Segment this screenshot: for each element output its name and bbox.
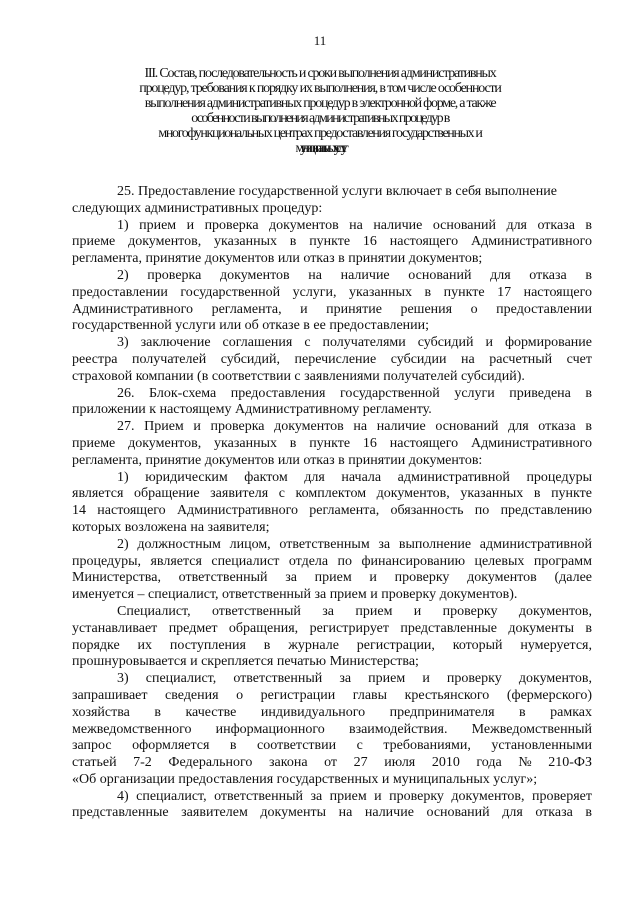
text-line [0, 805, 640, 822]
text-line [0, 470, 640, 487]
text-line-content: реестра получателей субсидий, перечисление субсидии на расчетный счет [72, 351, 592, 367]
text-line-content: межведомственного информационного взаимодействия. Межведомственный [72, 721, 592, 737]
text-line-content: 25. Предоставление государственной услуги включает в себя выполнение [117, 184, 557, 199]
text-line [0, 722, 640, 739]
text-line [0, 554, 640, 571]
text-line [0, 386, 640, 403]
text-line [0, 537, 640, 554]
text-line-content: следующих административных процедур: [72, 200, 323, 216]
text-line-content: статьей 7-2 Федерального закона от 27 июля 2010 года № 210-ФЗ [72, 755, 592, 771]
text-line [0, 285, 640, 302]
text-line-content: является обращение заявителя с комплектом документов, указанных в пункте [72, 486, 592, 502]
text-line-content: 1) прием и проверка документов на наличие оснований для отказа в [117, 217, 592, 233]
text-line [0, 436, 640, 453]
text-line-content: представленные заявителем документы на наличие оснований для отказа в [72, 805, 592, 821]
text-line [0, 419, 640, 436]
section-heading [0, 66, 640, 156]
text-line [0, 638, 640, 655]
text-line-content: предоставлении государственной услуги, указанных в пункте 17 настоящего [72, 284, 592, 300]
heading-line: выполнения административных процедур в электронной форме, а также [144, 96, 496, 111]
body-text [0, 184, 640, 822]
text-line-content: именуется – специалист, ответственный за прием и проверку документов). [72, 587, 518, 603]
text-line [0, 302, 640, 319]
text-line-content: устанавливает предмет обращения, регистрирует представленные документы в [72, 620, 592, 636]
text-line-content: «Об организации предоставления государственных и муниципальных услуг»; [72, 771, 538, 787]
heading-line: особенности выполнения административных процедур в [191, 111, 449, 126]
text-line-content: которых возложена на заявителя; [72, 519, 270, 535]
text-line [0, 318, 640, 335]
text-line-content: регламента, принятие документов или отказ в принятии документов; [72, 251, 483, 267]
text-line [0, 587, 640, 604]
text-line-content: хозяйства в качестве индивидуального предпринимателя в рамках [72, 704, 592, 720]
text-line [0, 604, 640, 621]
heading-line: процедур, требования к порядку их выполнения, в том числе особенности [139, 81, 501, 96]
text-line [0, 369, 640, 386]
text-line-content: Специалист, ответственный за прием и проверку документов, [117, 603, 592, 619]
text-line-content: 14 настоящего Административного регламента, обязанность по представлению [72, 503, 592, 519]
text-line-content: 2) должностным лицом, ответственным за выполнение административной [117, 536, 592, 552]
text-line [0, 520, 640, 537]
text-line [0, 234, 640, 251]
text-line [0, 671, 640, 688]
text-line [0, 621, 640, 638]
text-line-content: 3) специалист, ответственный за прием и проверку документов, [117, 671, 592, 687]
text-line-content: 26. Блок-схема предоставления государственной услуги приведена в [117, 385, 592, 401]
text-line-content: 2) проверка документов на наличие оснований для отказа в [117, 267, 592, 283]
heading-line: III. Состав, последовательность и сроки выполнения административных [144, 66, 496, 81]
heading-line: многофункциональных центрах предоставления государственных и [158, 126, 482, 141]
text-line-content: 4) специалист, ответственный за прием и проверку документов, проверяет [117, 788, 592, 804]
text-line-content: запрос оформляется в соответствии с требованиями, установленными [72, 738, 592, 754]
text-line-content: 3) заключение соглашения с получателями субсидий и формирование [117, 335, 592, 351]
text-line [0, 654, 640, 671]
text-line-content: государственной услуги или об отказе в ее предоставлении; [72, 318, 430, 334]
text-line [0, 486, 640, 503]
text-line [0, 688, 640, 705]
text-line [0, 335, 640, 352]
text-line [0, 772, 640, 789]
text-line [0, 705, 640, 722]
text-line [0, 352, 640, 369]
text-line-content: прошнуровывается и скрепляется печатью Министерства; [72, 654, 419, 670]
text-line-content: запрашивает сведения о регистрации главы крестьянского (фермерского) [72, 687, 592, 703]
text-line [0, 755, 640, 772]
text-line [0, 453, 640, 470]
text-line-content: 1) юридическим фактом для начала административной процедуры [117, 469, 592, 485]
text-line-content: приеме документов, указанных в пункте 16 настоящего Административного [72, 435, 592, 451]
text-line-content: порядке их поступления в журнале регистрации, который нумеруется, [72, 637, 592, 653]
heading-line: муниципальных услуг [295, 141, 345, 156]
text-line-content: процедуры, является специалист отдела по финансированию целевых программ [72, 553, 592, 569]
text-line-content: 27. Прием и проверка документов на наличие оснований для отказа в [117, 419, 592, 435]
text-line [0, 738, 640, 755]
text-line [0, 218, 640, 235]
text-line-content: страховой компании (в соответствии с заявлениями получателей субсидий). [72, 368, 525, 384]
text-line-content: Министерства, ответственный за прием и проверку документов (далее [72, 570, 592, 586]
text-line [0, 184, 640, 201]
page-number: 11 [313, 33, 327, 48]
text-line [0, 251, 640, 268]
text-line-content: Административного регламента, и принятие решения о предоставлении [72, 301, 592, 317]
text-line-content: приеме документов, указанных в пункте 16 настоящего Административного [72, 234, 592, 250]
text-line [0, 789, 640, 806]
text-line-content: приложении к настоящему Административному регламенту. [72, 402, 432, 418]
text-line-content: регламента, принятие документов или отказ в принятии документов: [72, 452, 483, 468]
text-line [0, 201, 640, 218]
text-line [0, 570, 640, 587]
text-line [0, 503, 640, 520]
text-line [0, 268, 640, 285]
text-line [0, 402, 640, 419]
